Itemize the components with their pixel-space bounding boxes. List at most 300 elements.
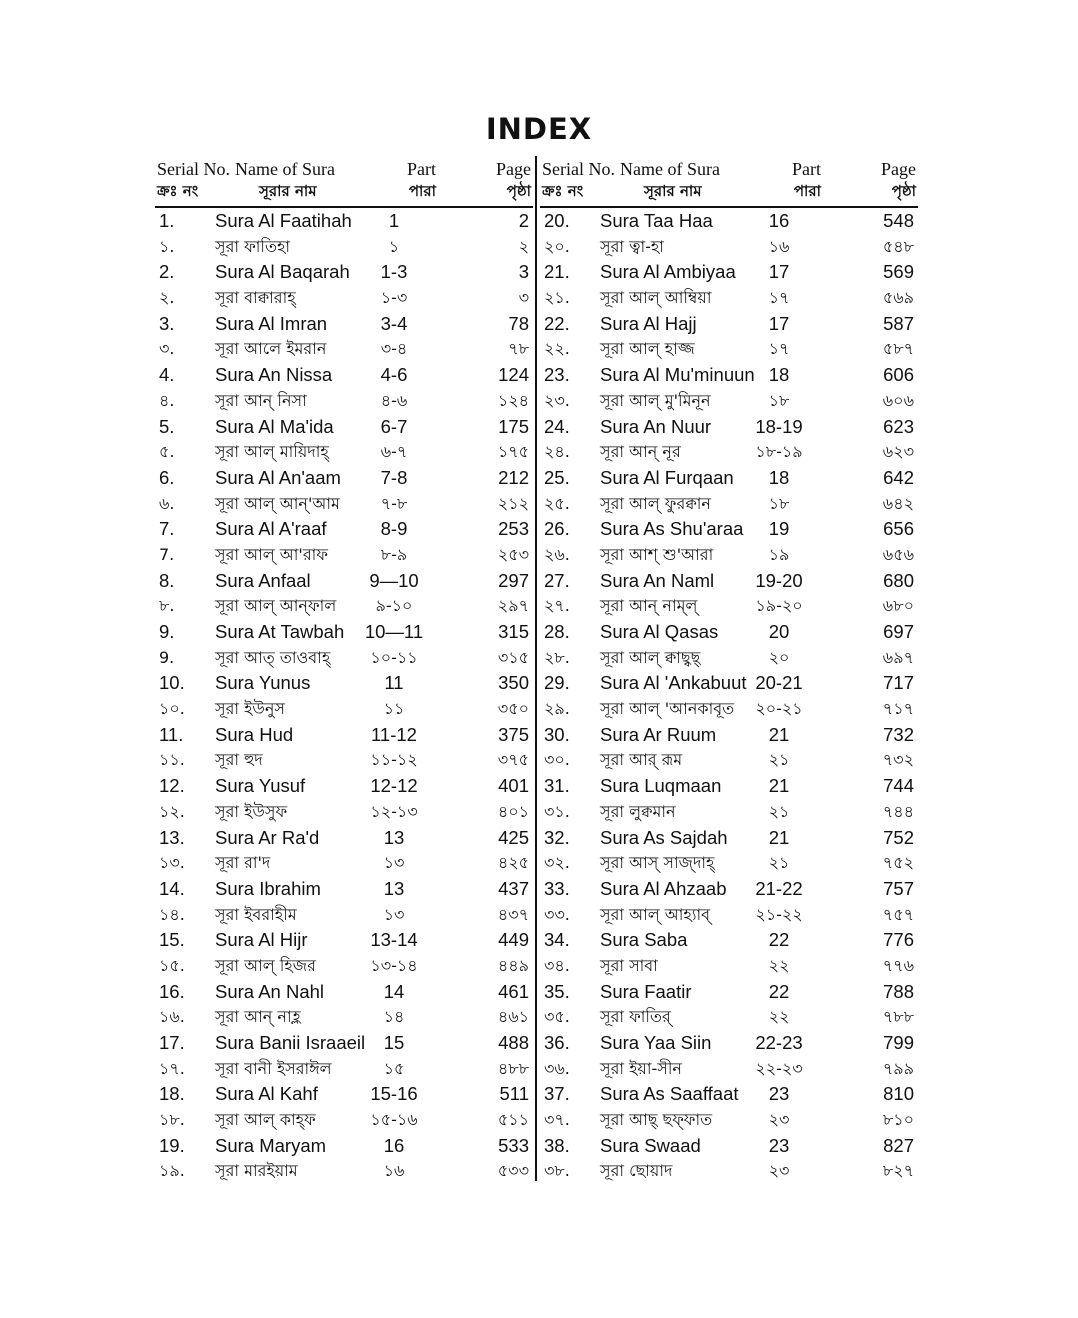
sura-serial: 6. bbox=[159, 466, 175, 488]
index-row bbox=[540, 825, 918, 851]
sura-serial-bn: ১৮. bbox=[159, 1110, 185, 1130]
index-row-bn bbox=[155, 953, 533, 979]
sura-part-bn: ২৩ bbox=[768, 1110, 790, 1130]
sura-page: 2 bbox=[518, 210, 529, 231]
header-name: Name of Sura bbox=[235, 159, 335, 179]
sura-page-bn: ৬২৩ bbox=[882, 442, 914, 462]
sura-part-bn: ১ bbox=[388, 236, 400, 256]
sura-serial-bn: ২. bbox=[159, 288, 175, 308]
sura-part: 23 bbox=[768, 1134, 790, 1156]
sura-name-bn: সূরা আল্ আ'রাফ bbox=[215, 544, 328, 564]
sura-part-bn: ২১ bbox=[768, 801, 790, 821]
header-serial-bn: ক্রঃ নং bbox=[157, 182, 199, 200]
sura-serial-bn: ৮. bbox=[159, 596, 175, 616]
index-rows bbox=[540, 208, 918, 1184]
index-row-bn bbox=[540, 850, 918, 876]
sura-name-bn: সূরা আন্ নাহ্ল bbox=[215, 1007, 301, 1027]
sura-page-bn: ৭১৭ bbox=[882, 699, 914, 719]
index-row-bn bbox=[540, 336, 918, 362]
index-row bbox=[540, 1081, 918, 1107]
sura-serial-bn: ৩৬. bbox=[544, 1058, 570, 1078]
sura-part: 3-4 bbox=[380, 312, 408, 334]
index-row bbox=[540, 927, 918, 953]
sura-serial-bn: 9. bbox=[159, 647, 175, 667]
index-row bbox=[155, 722, 533, 748]
index-row-bn bbox=[155, 1056, 533, 1082]
sura-serial: 16. bbox=[159, 980, 185, 1002]
sura-name: Sura Ibrahim bbox=[215, 877, 321, 899]
sura-part: 15 bbox=[383, 1032, 405, 1053]
sura-page-bn: ৩৭৫ bbox=[497, 750, 529, 770]
sura-page: 680 bbox=[883, 569, 914, 591]
index-row bbox=[540, 1133, 918, 1159]
sura-serial-bn: ১৪. bbox=[159, 904, 185, 924]
sura-part: 1 bbox=[388, 210, 400, 231]
sura-name-bn: সূরা ত্বা-হা bbox=[600, 236, 664, 256]
sura-part-bn: ২১-২২ bbox=[755, 904, 803, 924]
sura-part: 13-14 bbox=[370, 929, 418, 951]
sura-name: Sura Yaa Siin bbox=[600, 1032, 712, 1053]
sura-name-bn: সূরা ফাতিহা bbox=[215, 236, 291, 256]
index-row-bn bbox=[540, 696, 918, 722]
sura-part-bn: ২২ bbox=[768, 1007, 790, 1027]
index-row bbox=[155, 1133, 533, 1159]
sura-page-bn: ৮১০ bbox=[882, 1110, 914, 1130]
sura-part: 11-12 bbox=[371, 723, 417, 745]
sura-name: Sura Saba bbox=[600, 929, 688, 951]
index-row bbox=[540, 670, 918, 696]
sura-name-bn: সূরা আল্ মু'মিনূন bbox=[600, 390, 711, 410]
index-row bbox=[155, 414, 533, 440]
sura-name: Sura Al A'raaf bbox=[215, 518, 327, 540]
sura-part: 22 bbox=[768, 929, 790, 951]
sura-page-bn: ৭৫৭ bbox=[882, 904, 914, 924]
sura-page: 788 bbox=[883, 980, 914, 1002]
index-row bbox=[155, 619, 533, 645]
header-serial: Serial No. bbox=[157, 159, 230, 179]
sura-name-bn: সূরা বানী ইসরাঈল bbox=[215, 1058, 332, 1078]
index-row-bn bbox=[540, 902, 918, 928]
sura-name: Sura Al Qasas bbox=[600, 621, 719, 642]
sura-serial-bn: ১১. bbox=[159, 750, 185, 770]
index-row bbox=[155, 311, 533, 337]
index-row-bn bbox=[540, 953, 918, 979]
sura-serial: 1. bbox=[159, 210, 175, 231]
sura-part-bn: ২২ bbox=[768, 955, 790, 975]
sura-page: 425 bbox=[498, 826, 529, 848]
sura-serial: 37. bbox=[544, 1083, 570, 1105]
sura-name: Sura Al Faatihah bbox=[215, 210, 352, 231]
index-row bbox=[155, 516, 533, 542]
sura-serial: 31. bbox=[544, 775, 570, 797]
sura-part: 18 bbox=[768, 466, 790, 488]
sura-page-bn: ৫৮৭ bbox=[882, 339, 914, 359]
sura-serial: 22. bbox=[544, 312, 570, 334]
sura-page: 375 bbox=[498, 723, 529, 745]
index-row-bn bbox=[155, 1107, 533, 1133]
sura-page-bn: ৩ bbox=[518, 288, 529, 308]
sura-serial-bn: ৩৮. bbox=[544, 1161, 570, 1181]
sura-part-bn: ১৫ bbox=[383, 1058, 405, 1078]
sura-part: 21 bbox=[768, 723, 790, 745]
index-row-bn bbox=[155, 850, 533, 876]
sura-serial-bn: 7. bbox=[159, 544, 175, 564]
sura-name-bn: সূরা আন্ নাম্ল্ bbox=[600, 596, 698, 616]
sura-page-bn: ৬০৬ bbox=[882, 390, 914, 410]
sura-page: 623 bbox=[883, 415, 914, 437]
sura-page: 548 bbox=[883, 210, 914, 231]
sura-part: 15-16 bbox=[370, 1083, 418, 1105]
sura-part-bn: ৮-৯ bbox=[380, 544, 408, 564]
sura-page-bn: ৪৬১ bbox=[497, 1007, 529, 1027]
sura-serial: 17. bbox=[159, 1032, 185, 1053]
index-column-left bbox=[155, 156, 533, 1186]
index-row bbox=[540, 773, 918, 799]
sura-name-bn: সূরা রা'দ bbox=[215, 853, 271, 873]
sura-name: Sura At Tawbah bbox=[215, 621, 345, 642]
index-row-bn bbox=[155, 234, 533, 260]
sura-part-bn: ২০ bbox=[768, 647, 790, 667]
index-row-bn bbox=[540, 285, 918, 311]
sura-name-bn: সূরা আল্ আহ্যাব্ bbox=[600, 904, 711, 924]
sura-serial: 21. bbox=[544, 261, 570, 283]
sura-part: 17 bbox=[768, 261, 790, 283]
sura-serial: 10. bbox=[159, 672, 185, 694]
sura-serial-bn: ২৭. bbox=[544, 596, 570, 616]
sura-part: 20 bbox=[768, 621, 790, 642]
sura-page: 488 bbox=[498, 1032, 529, 1053]
index-row bbox=[155, 568, 533, 594]
sura-serial: 15. bbox=[159, 929, 185, 951]
sura-serial-bn: ২৪. bbox=[544, 442, 570, 462]
index-row bbox=[540, 311, 918, 337]
sura-part-bn: ৯-১০ bbox=[375, 596, 413, 616]
sura-part-bn: ১১-১২ bbox=[370, 750, 418, 770]
sura-part-bn: ২১ bbox=[768, 853, 790, 873]
sura-name-bn: সূরা ইউসুফ bbox=[215, 801, 288, 821]
sura-name-bn: সূরা আল্ আন্ফাল bbox=[215, 596, 337, 616]
sura-name-bn: সূরা আন্ নিসা bbox=[215, 390, 307, 410]
sura-serial-bn: ১. bbox=[159, 236, 175, 256]
sura-page: 757 bbox=[883, 877, 914, 899]
index-row bbox=[155, 825, 533, 851]
sura-name: Sura Maryam bbox=[215, 1134, 327, 1156]
sura-serial: 18. bbox=[159, 1083, 185, 1105]
sura-part: 6-7 bbox=[380, 415, 408, 437]
sura-name: Sura Al Ma'ida bbox=[215, 415, 334, 437]
sura-page: 297 bbox=[498, 569, 529, 591]
sura-serial-bn: ১৬. bbox=[159, 1007, 185, 1027]
sura-serial-bn: ১৫. bbox=[159, 955, 185, 975]
index-row-bn bbox=[540, 388, 918, 414]
sura-name: Sura Swaad bbox=[600, 1134, 701, 1156]
sura-page: 3 bbox=[518, 261, 529, 283]
sura-part: 19 bbox=[768, 518, 790, 540]
sura-page-bn: ২৯৭ bbox=[497, 596, 529, 616]
sura-part: 16 bbox=[383, 1134, 405, 1156]
sura-part-bn: ১৭ bbox=[768, 288, 790, 308]
sura-serial-bn: ১৭. bbox=[159, 1058, 185, 1078]
sura-name-bn: সূরা লুক্বমান bbox=[600, 801, 676, 821]
sura-part-bn: ১৯ bbox=[768, 544, 790, 564]
sura-part-bn: ১১ bbox=[383, 699, 405, 719]
sura-name-bn: সূরা আল্ ফুরক্বান bbox=[600, 493, 711, 513]
sura-page-bn: ৪০১ bbox=[497, 801, 529, 821]
sura-page-bn: ৭৫২ bbox=[882, 853, 914, 873]
sura-name-bn: সূরা আত্ তাওবাহ্ bbox=[215, 647, 331, 667]
sura-page-bn: ৪৮৮ bbox=[497, 1058, 529, 1078]
sura-name: Sura As Saaffaat bbox=[600, 1083, 739, 1105]
header-part-bn: পারা bbox=[793, 182, 821, 200]
header-serial-bn: ক্রঃ নং bbox=[542, 182, 584, 200]
header-serial: Serial No. bbox=[542, 159, 615, 179]
sura-name: Sura Al Baqarah bbox=[215, 261, 350, 283]
index-row-bn bbox=[540, 439, 918, 465]
sura-part-bn: ৭-৮ bbox=[380, 493, 408, 513]
sura-name: Sura Al Hijr bbox=[215, 929, 308, 951]
sura-page-bn: ৬৯৭ bbox=[882, 647, 914, 667]
index-row-bn bbox=[155, 491, 533, 517]
index-row-bn bbox=[540, 799, 918, 825]
sura-name: Sura Al 'Ankabuut bbox=[600, 672, 747, 694]
sura-name-bn: সূরা বাক্বারাহ্ bbox=[215, 288, 296, 308]
sura-part: 19-20 bbox=[755, 569, 803, 591]
sura-name-bn: সূরা আশ্ শু'আরা bbox=[600, 544, 714, 564]
sura-page-bn: ৫৩৩ bbox=[497, 1161, 529, 1181]
sura-name-bn: সূরা আল্ 'আনকাবূত bbox=[600, 699, 735, 719]
sura-serial-bn: ১২. bbox=[159, 801, 185, 821]
sura-part: 21 bbox=[768, 826, 790, 848]
sura-name-bn: সূরা আন্ নূর bbox=[600, 442, 681, 462]
index-row bbox=[155, 208, 533, 234]
sura-serial-bn: ৩০. bbox=[544, 750, 570, 770]
index-row-bn bbox=[540, 747, 918, 773]
header-part-bn: পারা bbox=[408, 182, 436, 200]
sura-part-bn: ২১ bbox=[768, 750, 790, 770]
sura-part-bn: ১৩ bbox=[383, 904, 405, 924]
sura-serial: 27. bbox=[544, 569, 570, 591]
sura-page-bn: ২১২ bbox=[497, 493, 529, 513]
sura-part: 17 bbox=[768, 312, 790, 334]
index-row bbox=[540, 465, 918, 491]
sura-page-bn: ৭৮৮ bbox=[882, 1007, 914, 1027]
sura-name-bn: সূরা ফাতির্ bbox=[600, 1007, 671, 1027]
sura-name: Sura Ar Ruum bbox=[600, 723, 717, 745]
sura-name: Sura Yusuf bbox=[215, 775, 306, 797]
sura-page: 449 bbox=[498, 929, 529, 951]
sura-part-bn: ১৩ bbox=[383, 853, 405, 873]
sura-part: 13 bbox=[383, 826, 405, 848]
sura-part-bn: ১৪ bbox=[383, 1007, 405, 1027]
index-row bbox=[155, 1081, 533, 1107]
sura-name: Sura An Nahl bbox=[215, 980, 325, 1002]
sura-part: 23 bbox=[768, 1083, 790, 1105]
sura-name: Sura Al An'aam bbox=[215, 466, 341, 488]
sura-page-bn: ৬৪২ bbox=[882, 493, 914, 513]
sura-serial-bn: ৩. bbox=[159, 339, 175, 359]
sura-serial-bn: ৩৭. bbox=[544, 1110, 570, 1130]
sura-serial: 7. bbox=[159, 518, 175, 540]
sura-part: 22-23 bbox=[755, 1032, 803, 1053]
sura-serial: 14. bbox=[159, 877, 185, 899]
sura-serial: 19. bbox=[159, 1134, 185, 1156]
sura-page: 212 bbox=[498, 466, 529, 488]
column-divider bbox=[535, 156, 537, 1181]
sura-name: Sura Al Mu'minuun bbox=[600, 364, 755, 386]
sura-serial-bn: ১৯. bbox=[159, 1161, 185, 1181]
sura-page: 78 bbox=[508, 312, 529, 334]
index-row bbox=[155, 259, 533, 285]
sura-page: 810 bbox=[883, 1083, 914, 1105]
sura-page-bn: ৩৫০ bbox=[497, 699, 529, 719]
index-row bbox=[155, 465, 533, 491]
sura-serial-bn: ২০. bbox=[544, 236, 570, 256]
sura-page-bn: ৬৮০ bbox=[882, 596, 914, 616]
sura-name: Sura An Naml bbox=[600, 569, 715, 591]
sura-part-bn: ৪-৬ bbox=[380, 390, 408, 410]
sura-name: Sura Luqmaan bbox=[600, 775, 722, 797]
sura-page-bn: ৪২৫ bbox=[497, 853, 529, 873]
index-row bbox=[540, 362, 918, 388]
sura-name-bn: সূরা আল্ কাহ্ফ bbox=[215, 1110, 316, 1130]
sura-part: 22 bbox=[768, 980, 790, 1002]
sura-page: 776 bbox=[883, 929, 914, 951]
sura-page: 253 bbox=[498, 518, 529, 540]
sura-page-bn: ১২৪ bbox=[497, 390, 529, 410]
sura-page: 752 bbox=[883, 826, 914, 848]
header-page-bn: পৃষ্ঠা bbox=[891, 182, 916, 200]
sura-page: 732 bbox=[883, 723, 914, 745]
sura-name: Sura Hud bbox=[215, 723, 294, 745]
sura-serial-bn: ২৮. bbox=[544, 647, 570, 667]
sura-name-bn: সূরা ছোয়াদ bbox=[600, 1161, 673, 1181]
sura-part-bn: ১৯-২০ bbox=[755, 596, 803, 616]
sura-page-bn: ৪৩৭ bbox=[497, 904, 529, 924]
sura-serial-bn: ১০. bbox=[159, 699, 185, 719]
sura-name-bn: সূরা আছ্ ছফ্ফাত bbox=[600, 1110, 713, 1130]
sura-name: Sura Al Ahzaab bbox=[600, 877, 727, 899]
sura-page-bn: ৩১৫ bbox=[497, 647, 529, 667]
sura-serial: 38. bbox=[544, 1134, 570, 1156]
sura-serial-bn: ১৩. bbox=[159, 853, 185, 873]
sura-page-bn: ৫৪৮ bbox=[882, 236, 914, 256]
sura-part-bn: ২০-২১ bbox=[755, 699, 803, 719]
index-row-bn bbox=[155, 645, 533, 671]
sura-part-bn: ১০-১১ bbox=[370, 647, 418, 667]
sura-name: Sura Banii Israaeil bbox=[215, 1032, 366, 1053]
sura-serial-bn: ৩২. bbox=[544, 853, 570, 873]
sura-part: 20-21 bbox=[755, 672, 803, 694]
sura-page: 606 bbox=[883, 364, 914, 386]
sura-part-bn: ২৩ bbox=[768, 1161, 790, 1181]
sura-name: Sura Al Hajj bbox=[600, 312, 697, 334]
index-row bbox=[540, 414, 918, 440]
sura-page: 533 bbox=[498, 1134, 529, 1156]
sura-name-bn: সূরা সাবা bbox=[600, 955, 658, 975]
index-column-right bbox=[540, 156, 918, 1186]
sura-serial: 13. bbox=[159, 826, 185, 848]
sura-serial: 28. bbox=[544, 621, 570, 642]
sura-name: Sura An Nuur bbox=[600, 415, 712, 437]
index-row bbox=[540, 722, 918, 748]
sura-serial-bn: ২১. bbox=[544, 288, 570, 308]
sura-part-bn: ১৮-১৯ bbox=[755, 442, 803, 462]
sura-serial: 11. bbox=[159, 723, 184, 745]
sura-name-bn: সূরা ইয়া-সীন bbox=[600, 1058, 682, 1078]
page-title: INDEX bbox=[485, 112, 593, 146]
header-page: Page bbox=[496, 159, 531, 179]
index-row-bn bbox=[155, 696, 533, 722]
index-row bbox=[155, 773, 533, 799]
sura-page: 511 bbox=[499, 1083, 529, 1105]
sura-name-bn: সূরা হুদ bbox=[215, 750, 263, 770]
header-name-bn: সূরার নাম bbox=[644, 182, 702, 200]
sura-name: Sura Anfaal bbox=[215, 569, 311, 591]
sura-part: 10—11 bbox=[364, 621, 424, 642]
sura-serial: 8. bbox=[159, 569, 175, 591]
sura-part: 12-12 bbox=[370, 775, 418, 797]
sura-page: 656 bbox=[883, 518, 914, 540]
sura-part-bn: ৩-৪ bbox=[380, 339, 408, 359]
sura-name-bn: সূরা আল্ আম্বিয়া bbox=[600, 288, 712, 308]
sura-page-bn: ২ bbox=[518, 236, 529, 256]
index-row bbox=[155, 927, 533, 953]
header-name: Name of Sura bbox=[620, 159, 720, 179]
index-row bbox=[155, 876, 533, 902]
index-row-bn bbox=[155, 1158, 533, 1184]
sura-part-bn: ১৭ bbox=[768, 339, 790, 359]
sura-serial-bn: ২৯. bbox=[544, 699, 570, 719]
index-rows bbox=[155, 208, 533, 1184]
sura-serial: 29. bbox=[544, 672, 570, 694]
sura-serial-bn: ৪. bbox=[159, 390, 175, 410]
sura-part: 21 bbox=[768, 775, 790, 797]
sura-serial-bn: ২৬. bbox=[544, 544, 570, 564]
sura-serial: 2. bbox=[159, 261, 175, 283]
sura-name-bn: সূরা আল্ মায়িদাহ্ bbox=[215, 442, 329, 462]
index-row-bn bbox=[155, 388, 533, 414]
index-row bbox=[540, 619, 918, 645]
sura-page: 697 bbox=[883, 621, 914, 642]
sura-part: 9—10 bbox=[369, 569, 419, 591]
sura-part-bn: ১৮ bbox=[768, 493, 790, 513]
sura-serial: 33. bbox=[544, 877, 570, 899]
sura-serial: 34. bbox=[544, 929, 570, 951]
sura-name-bn: সূরা আস্ সাজ্দাহ্ bbox=[600, 853, 715, 873]
sura-page-bn: ৫৬৯ bbox=[882, 288, 914, 308]
column-header bbox=[155, 156, 533, 208]
index-row-bn bbox=[155, 747, 533, 773]
sura-serial: 30. bbox=[544, 723, 570, 745]
sura-page: 401 bbox=[498, 775, 529, 797]
sura-page: 744 bbox=[883, 775, 914, 797]
sura-serial: 25. bbox=[544, 466, 570, 488]
index-row bbox=[155, 979, 533, 1005]
sura-page: 350 bbox=[498, 672, 529, 694]
sura-name-bn: সূরা আর্ রূম bbox=[600, 750, 683, 770]
index-row bbox=[155, 362, 533, 388]
sura-serial: 36. bbox=[544, 1032, 570, 1053]
sura-page: 437 bbox=[498, 877, 529, 899]
sura-name-bn: সূরা আলে ইমরান bbox=[215, 339, 327, 359]
sura-page: 461 bbox=[498, 980, 529, 1002]
sura-serial: 3. bbox=[159, 312, 175, 334]
sura-serial: 9. bbox=[159, 621, 175, 642]
sura-part: 11 bbox=[384, 672, 404, 694]
sura-serial: 4. bbox=[159, 364, 175, 386]
index-row bbox=[540, 979, 918, 1005]
sura-serial-bn: ২৩. bbox=[544, 390, 570, 410]
